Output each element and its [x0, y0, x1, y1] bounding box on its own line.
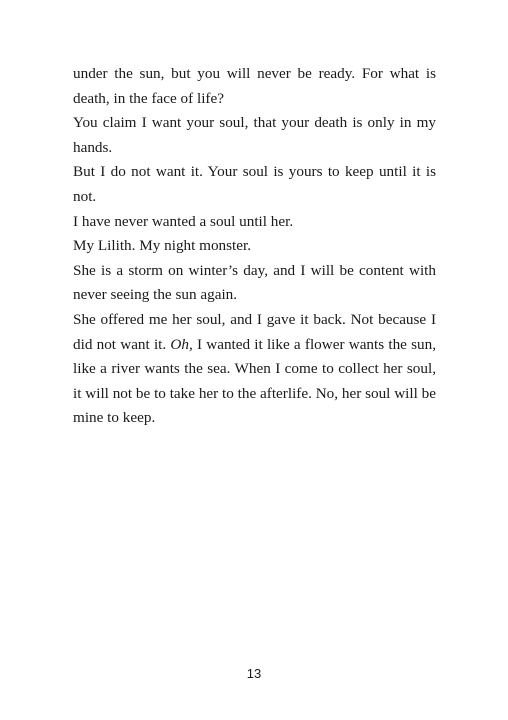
body-text	[73, 62, 436, 431]
paragraph-lead: She offered me her soul, and I gave it back. Not because I did not want it.	[73, 310, 436, 353]
paragraph: You claim I want your soul, that your death is only in my hands.	[73, 114, 436, 156]
paragraph: But I do not want it. Your soul is yours to keep until it is not.	[73, 163, 436, 205]
paragraph: My Lilith. My night monster.	[73, 237, 252, 255]
paragraph: under the sun, but you will never be ready. For what is death, in the face of life?	[73, 65, 436, 107]
paragraph-final	[73, 308, 436, 431]
italic-emphasis: Oh,	[170, 335, 193, 353]
paragraph: She is a storm on winter’s day, and I will be content with never seeing the sun again.	[73, 261, 436, 304]
paragraph-rest: I wanted it like a flower wants the sun, like a river wants the sea. When I come to collect her soul, it will not be to take her to the afterlife. No, her soul will be mine to keep.	[73, 335, 437, 427]
paragraph: I have never wanted a soul until her.	[73, 212, 294, 230]
page-number: 13	[246, 666, 262, 681]
